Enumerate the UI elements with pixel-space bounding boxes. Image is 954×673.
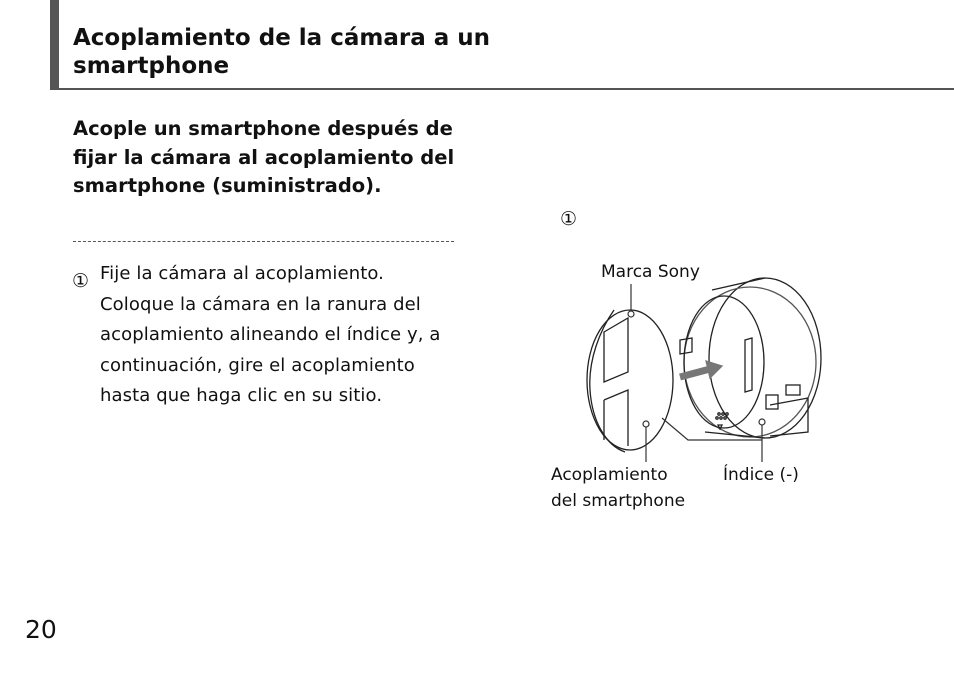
- label-index: Índice (-): [723, 465, 799, 485]
- step-instruction: Fije la cámara al acoplamiento. Coloque la cámara en la ranura del acoplamiento alineando el índice y, a continuación, gire el acoplamiento hasta que haga clic en su sitio.: [100, 263, 441, 406]
- insertion-arrow: [680, 361, 722, 378]
- label-attachment-line1: Acoplamiento: [551, 465, 668, 485]
- figure-step-number: ①: [560, 208, 578, 230]
- subheading: Acople un smartphone después de fijar la cámara al acoplamiento del smartphone (suministrado).: [73, 117, 455, 197]
- step-number: ①: [72, 270, 90, 292]
- page-number: 20: [25, 615, 57, 644]
- label-sony-mark: Marca Sony: [601, 262, 700, 282]
- camera-attachment-illustration: [560, 270, 840, 465]
- section-title-rule: [50, 88, 954, 90]
- section-title-bar: [50, 0, 59, 90]
- label-smartphone-attachment: [551, 462, 685, 514]
- dashed-divider: [73, 241, 454, 242]
- page-title: Acoplamiento de la cámara a un smartphone: [73, 25, 490, 79]
- smartphone-attachment-graphic: [587, 310, 673, 452]
- lens-camera-graphic: [680, 278, 821, 438]
- label-attachment-line2: del smartphone: [551, 491, 686, 511]
